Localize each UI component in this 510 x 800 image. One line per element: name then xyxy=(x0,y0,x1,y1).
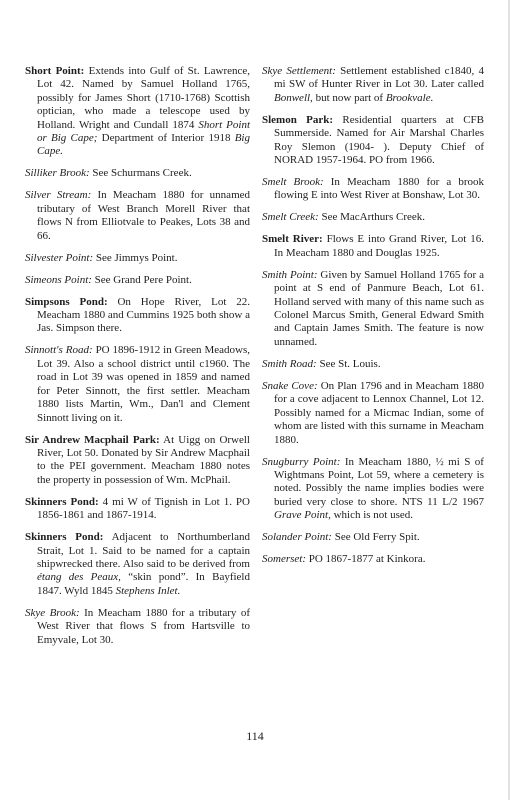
entry-text: Department of Interior 1918 xyxy=(97,132,235,145)
entry-text: which is not used. xyxy=(330,509,414,522)
entry-headword: Solander Point: xyxy=(262,531,332,544)
entry-headword: Simeons Point: xyxy=(25,273,92,286)
gazetteer-entry xyxy=(25,189,250,243)
entry-text: In Meacham 1880 for unnamed tributary of West Branch Morell River that flows N from Elliotvale to Peakes, Lots 38 and 66. xyxy=(37,189,251,242)
entry-text: Big Cape. xyxy=(37,132,250,158)
entry-text: PO 1896-1912 in Green Meadows, Lot 39. Also a school district until c1960. The road in Lot 39 was opened in 1859 and named for Peter Sinnott, the first settler. Meacham 1880 lists Martin, Wm., Dan'l and Clement Sinnott living on it. xyxy=(37,344,250,424)
entry-text: See Grand Pere Point. xyxy=(91,273,192,286)
gazetteer-entry xyxy=(25,65,250,159)
entry-text: 4 mi W of Tignish in Lot 1. PO 1856-1861 and 1867-1914. xyxy=(37,495,250,522)
entry-headword: Silvester Point: xyxy=(25,251,94,264)
gazetteer-entry xyxy=(25,531,250,598)
entry-text: In Meacham 1880 for a tributary of West River that flows S from Hartsville to Emyvale, Lot 30. xyxy=(37,606,250,646)
entry-headword: Snugburry Point: xyxy=(262,455,341,468)
gazetteer-entry xyxy=(262,553,484,566)
gazetteer-entry xyxy=(25,607,250,647)
gazetteer-entry xyxy=(25,496,250,523)
entry-text: See MacArthurs Creek. xyxy=(318,211,426,224)
gazetteer-entry xyxy=(25,167,250,180)
gazetteer-entry xyxy=(25,296,250,336)
gazetteer-entry xyxy=(262,233,484,260)
entry-text: Residential quarters at CFB Summerside. Named for Air Marshal Charles Roy Slemon (1904- ). Deputy Chief of NORAD 1957-1964. PO from 1966. xyxy=(274,113,484,167)
left-column xyxy=(25,65,250,656)
entry-text: See Old Ferry Spit. xyxy=(331,531,420,544)
entry-text: On Hope River, Lot 22. Meacham 1880 and Cummins 1925 both show a Jas. Simpson there. xyxy=(37,295,250,335)
entry-text: Short Point or Big Cape; xyxy=(37,118,250,145)
entry-text: On Plan 1796 and in Meacham 1880 for a cove adjacent to Lennox Channel, Lot 12. Possibly named for a Micmac Indian, some of whom are listed with this surname in Meacham 1880. xyxy=(274,379,485,446)
gazetteer-entry xyxy=(25,434,250,488)
entry-headword: Smith Road: xyxy=(262,357,317,370)
entry-text: In Meacham 1880 for a brook flowing E into West River at Bonshaw, Lot 30. xyxy=(274,176,484,202)
entry-headword: Slemon Park: xyxy=(262,113,334,126)
entry-text: See St. Louis. xyxy=(316,357,381,370)
entry-text: but now part of xyxy=(312,91,386,104)
entry-headword: Somerset: xyxy=(262,553,306,566)
page-number: 114 xyxy=(246,729,264,743)
gazetteer-entry xyxy=(262,269,484,349)
gazetteer-entry xyxy=(262,114,484,168)
entry-headword: Silver Stream: xyxy=(25,189,92,202)
entry-headword: Simpsons Pond: xyxy=(25,295,108,308)
gazetteer-entry xyxy=(25,274,250,287)
entry-headword: Silliker Brook: xyxy=(25,167,90,180)
entry-headword: Sinnott's Road: xyxy=(25,344,93,357)
entry-headword: Skinners Pond: xyxy=(25,495,99,508)
gazetteer-entry xyxy=(262,531,484,544)
entry-text: Brookvale. xyxy=(385,91,434,104)
gazetteer-entry xyxy=(25,344,250,424)
entry-text: See Jimmys Point. xyxy=(93,251,178,264)
entry-text: PO 1867-1877 at Kinkora. xyxy=(306,553,426,566)
gazetteer-entry xyxy=(262,456,484,523)
entry-text: Settlement established c1840, 4 mi SW of Hunter River in Lot 30. Later called xyxy=(274,65,484,91)
gazetteer-entry xyxy=(262,211,484,224)
entry-headword: Skinners Pond: xyxy=(25,531,104,544)
gazetteer-entry xyxy=(25,252,250,265)
gazetteer-entry xyxy=(262,358,484,371)
entry-text: Extends into Gulf of St. Lawrence, Lot 42. Named by Samuel Holland 1765, possibly for James Short (1710-1768) Scottish optician, who made a telescope used by Holland. Wright and Cundall 1874 xyxy=(37,65,251,131)
entry-headword: Smith Point: xyxy=(262,268,318,281)
entry-text: “skin pond”. In Bayfield 1847. Wyld 1845 xyxy=(37,571,250,597)
entry-text: Grave Point, xyxy=(274,509,331,522)
entry-headword: Skye Settlement: xyxy=(262,65,336,77)
entry-text: At Uigg on Orwell River, Lot 50. Donated by Sir Andrew Macphail to the PEI government. Meacham 1880 notes the property in possession of Wm. McPhail. xyxy=(37,433,250,486)
right-column xyxy=(262,65,484,575)
entry-headword: Smelt River: xyxy=(262,233,323,246)
gazetteer-entry xyxy=(262,380,484,447)
entry-headword: Short Point: xyxy=(25,65,85,77)
gazetteer-entry xyxy=(262,176,484,203)
entry-headword: Snake Cove: xyxy=(262,379,318,392)
entry-headword: Skye Brook: xyxy=(25,606,80,619)
entry-headword: Smelt Creek: xyxy=(262,211,319,224)
entry-headword: Sir Andrew Macphail Park: xyxy=(25,433,160,446)
gazetteer-entry xyxy=(262,65,484,105)
entry-text: Adjacent to Northumberland Strait, Lot 1. Said to be named for a captain shipwrecked there. Also said to be derived from xyxy=(37,531,250,570)
entry-headword: Smelt Brook: xyxy=(262,176,324,189)
entry-text: Bonwell, xyxy=(274,91,313,104)
entry-text: Given by Samuel Holland 1765 for a point at S end of Panmure Beach, Lot 61. Holland served with many of this name such as Colonel Marcus Smith, General Edward Smith and Captain James Smith. The feature is now unnamed. xyxy=(274,268,484,348)
entry-text: See Schurmans Creek. xyxy=(89,167,192,180)
entry-text: étang des Peaux, xyxy=(37,571,121,584)
entry-text: In Meacham 1880, ½ mi S of Wightmans Point, Lot 59, where a cemetery is noted. Possibly the name implies bodies were buried very close to shore. NTS 11 L/2 1967 xyxy=(274,455,484,508)
entry-text: Stephens Inlet. xyxy=(115,584,181,597)
entry-text: Flows E into Grand River, Lot 16. In Meacham 1880 and Douglas 1925. xyxy=(274,233,485,259)
